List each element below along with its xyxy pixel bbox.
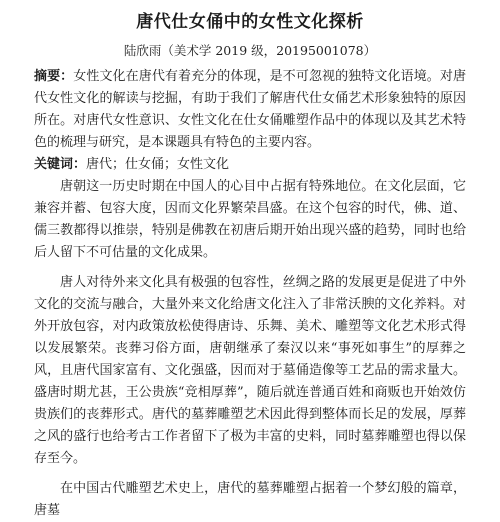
keywords-label: 关键词： [34, 157, 87, 172]
paper-title: 唐代仕女俑中的女性文化探析 [136, 12, 364, 32]
abstract [34, 66, 466, 154]
body-paragraph-1: 唐朝这一历史时期在中国人的心目中占据有特殊地位。在文化层面，它兼容并蓄、包容大度，因而文化界繁荣昌盛。在这个包容的时代，佛、道、儒三教都得以推崇，特别是佛教在初唐后期开始出现兴盛的趋势，同时也给后人留下不可估量的文化成果。 [34, 179, 466, 260]
paragraph-gap [34, 470, 466, 478]
abstract-text: 女性文化在唐代有着充分的体现，是不可忽视的独特文化语境。对唐代女性文化的解读与挖掘，有助于我们了解唐代仕女俑艺术形象独特的原因所在。对唐代女性意识、女性文化在仕女俑雕塑作品中的体现以及其艺术特色的梳理与研究，是本课题具有特色的主要内容。 [34, 69, 466, 150]
author-line: 陆欣雨（美术学 2019 级，20195001078） [123, 43, 377, 58]
body-paragraph-2: 唐人对待外来文化具有极强的包容性，丝绸之路的发展更是促进了中外文化的交流与融合，大量外来文化给唐文化注入了非常沃腴的文化养料。对外开放包容，对内政策放松使得唐诗、乐舞、美术、雕塑等文化艺术形式得以发展繁荣。丧葬习俗方面，唐朝继承了秦汉以来“事死如事生”的厚葬之风，且唐代国家富有、文化强盛，因而对于墓俑造像等工艺品的需求量大。盛唐时期尤甚，王公贵族“竞相厚葬”，随后就连普通百姓和商贩也开始效仿贵族们的丧葬形式。唐代的墓葬雕塑艺术因此得到整体而长足的发展，厚葬之风的盛行也给考古工作者留下了极为丰富的史料，同时墓葬雕塑也得以保存至今。 [34, 275, 466, 466]
keywords [34, 154, 466, 176]
abstract-label: 摘要： [34, 69, 74, 84]
body-paragraph-3: 在中国古代雕塑艺术史上，唐代的墓葬雕塑占据着一个梦幻般的篇章，唐墓 [34, 481, 466, 518]
keywords-text: 唐代；仕女俑；女性文化 [86, 157, 230, 172]
paragraph-gap [34, 264, 466, 272]
